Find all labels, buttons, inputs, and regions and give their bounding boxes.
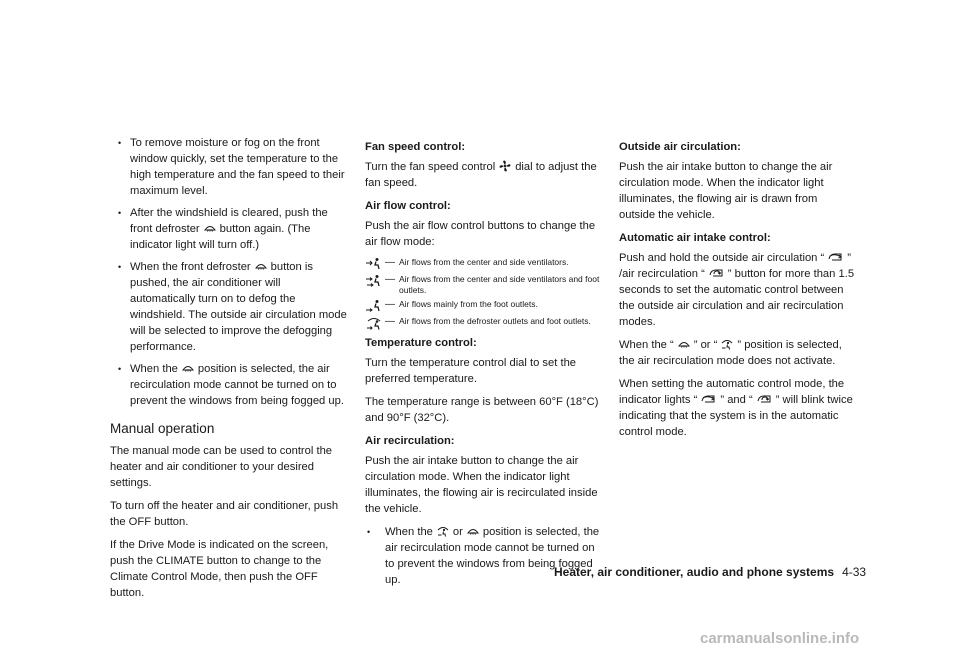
paragraph: The temperature range is between 60°F (18°C) and 90°F (32°C). — [365, 396, 599, 424]
section-heading: Manual operation — [110, 421, 215, 436]
section-heading: Automatic air intake control: — [619, 232, 771, 244]
front-defroster-icon — [204, 222, 216, 234]
paragraph: Turn the temperature control dial to set the preferred temperature. — [365, 357, 577, 385]
paragraph: Push the air intake button to change the air circulation mode. When the indicator light illuminates, the flowing air is drawn from outside the vehicle. — [619, 161, 833, 221]
airflow-mode-item: — Air flows from the center and side ventilators and foot outlets. — [365, 274, 603, 296]
bullet-item: • When the front defroster button is pushed, the air conditioner will automatically turn on to defog the windshield. The outside air circulation mode will be selected to improve the defogging performance. — [110, 259, 348, 355]
recirculation-icon — [709, 267, 724, 279]
vent-mode-icon — [365, 257, 383, 271]
airflow-mode-item: — Air flows mainly from the foot outlets. — [365, 299, 603, 313]
paragraph: The manual mode can be used to control the heater and air conditioner to your desired settings. — [110, 445, 333, 489]
airflow-mode-item: — Air flows from the defroster outlets and foot outlets. — [365, 316, 603, 330]
recirculation-icon — [757, 393, 772, 405]
front-defroster-icon — [678, 338, 690, 350]
bullet-item: • When the position is selected, the air recirculation mode cannot be turned on to prevent the windows from being fogged up. — [110, 361, 348, 409]
section-heading: Fan speed control: — [365, 141, 466, 153]
foot-mode-icon — [365, 299, 383, 313]
front-defroster-icon — [182, 362, 194, 374]
section-heading: Air recirculation: — [365, 435, 455, 447]
page-footer — [554, 565, 866, 579]
defrost-foot-icon — [437, 525, 449, 537]
column-3 — [619, 139, 855, 447]
footer-title: Heater, air conditioner, audio and phone systems — [554, 565, 835, 579]
fan-icon — [499, 160, 511, 172]
watermark: carmanualsonline.info — [700, 630, 860, 647]
airflow-mode-item: — Air flows from the center and side ventilators. — [365, 257, 603, 271]
bullet-item: • To remove moisture or fog on the front window quickly, set the temperature to the high temperature and the fan speed to their maximum level. — [110, 135, 348, 199]
front-defroster-icon — [467, 525, 479, 537]
outside-air-icon — [701, 393, 716, 405]
defrost-foot-mode-icon — [365, 316, 383, 330]
front-defroster-icon — [255, 260, 267, 272]
bi-level-mode-icon — [365, 274, 383, 288]
paragraph: To turn off the heater and air conditioner, push the OFF button. — [110, 500, 339, 528]
bullet-item: • After the windshield is cleared, push the front defroster button again. (The indicator light will turn off.) — [110, 205, 348, 253]
paragraph: When setting the automatic control mode, the indicator lights “ ” and “ ” will blink twice indicating that the system is in the automatic control mode. — [619, 378, 853, 438]
page-number: 4-33 — [842, 565, 867, 579]
column-2 — [365, 139, 603, 594]
section-heading: Outside air circulation: — [619, 141, 741, 153]
bullet-item: • When the or position is selected, the air recirculation mode cannot be turned on to prevent the windows from being fogged up. — [365, 524, 603, 588]
defrost-foot-icon — [721, 338, 733, 350]
section-heading: Air flow control: — [365, 200, 451, 212]
paragraph: Push the air flow control buttons to change the air flow mode: — [365, 220, 596, 248]
paragraph: Push the air intake button to change the air circulation mode. When the indicator light illuminates, the flowing air is recirculated inside the vehicle. — [365, 455, 598, 515]
paragraph: Turn the fan speed control dial to adjust the fan speed. — [365, 161, 597, 189]
paragraph: Push and hold the outside air circulation “ ” /air recirculation “ ” button for more than 1.5 seconds to set the automatic control between the outside air circulation and air recirculation modes. — [619, 252, 855, 328]
section-heading: Temperature control: — [365, 337, 477, 349]
column-1 — [110, 135, 348, 608]
paragraph: When the “ ” or “ ” position is selected, the air recirculation mode does not activate. — [619, 339, 842, 367]
outside-air-icon — [828, 251, 843, 263]
paragraph: If the Drive Mode is indicated on the screen, push the CLIMATE button to change to the Climate Control Mode, then push the OFF button. — [110, 539, 329, 599]
